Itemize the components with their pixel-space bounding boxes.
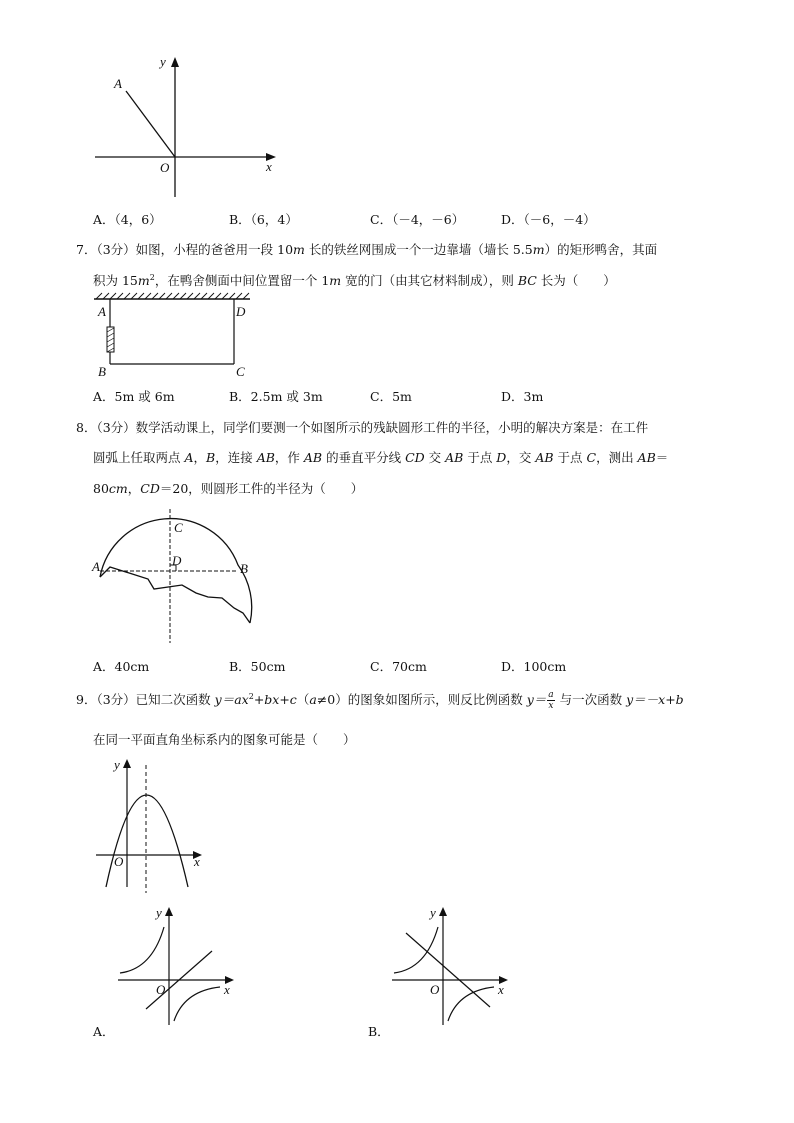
q8-line-3: 80cm，CD＝20，则圆形工件的半径为（ ） bbox=[93, 481, 364, 496]
question-score: （3分） bbox=[96, 692, 136, 707]
question-number: 7． bbox=[76, 242, 97, 257]
label-d: D bbox=[236, 304, 246, 319]
y-axis-arrow bbox=[165, 907, 173, 916]
q8-line-1: 8．（3分）数学活动课上，同学们要测一个如图所示的残缺圆形工件的半径，小明的解决方案是：在工件 bbox=[76, 420, 649, 435]
y-axis-arrow bbox=[123, 759, 131, 768]
workpiece-broken-edge bbox=[100, 567, 250, 623]
label-y: y bbox=[114, 757, 120, 772]
q7-option-a: A．5m 或 6m bbox=[93, 389, 175, 404]
q6-option-a: A．（4，6） bbox=[93, 212, 162, 227]
q7-option-d: D．3m bbox=[501, 389, 544, 404]
q9-line-2: 在同一平面直角坐标系内的图象可能是（ ） bbox=[93, 732, 356, 747]
label-x: x bbox=[266, 159, 272, 174]
question-number: 9． bbox=[76, 692, 97, 707]
q8-option-a: A．40cm bbox=[93, 659, 150, 674]
y-axis-arrow bbox=[171, 57, 179, 67]
q6-figure bbox=[90, 55, 290, 205]
label-x: x bbox=[194, 854, 200, 869]
q9-option-a: A． bbox=[93, 1024, 115, 1039]
label-o: O bbox=[160, 160, 170, 175]
q6-option-b: B．（6，4） bbox=[229, 212, 298, 227]
hyperbola-branch-1 bbox=[394, 927, 438, 973]
label-x: x bbox=[224, 982, 230, 997]
hyperbola-branch-1 bbox=[120, 927, 164, 973]
q8-option-d: D．100cm bbox=[501, 659, 567, 674]
label-o: O bbox=[430, 982, 440, 997]
question-score: （3分） bbox=[96, 242, 136, 257]
q9-line-1: 9．（3分）已知二次函数 $y=ax^2+bx+c(a\ne 0)$的图象如图所示，则反比例函数 y＝ $\frac{a}{x}$ 与一次函数 y＝－x+b bbox=[76, 690, 684, 711]
q9-option-b-figure bbox=[386, 903, 516, 1028]
label-o: O bbox=[114, 854, 124, 869]
label-a: A bbox=[98, 304, 106, 319]
label-y: y bbox=[160, 54, 166, 69]
label-y: y bbox=[430, 905, 436, 920]
label-c: C bbox=[236, 364, 245, 379]
ray-oa bbox=[126, 91, 175, 157]
line-graph bbox=[406, 933, 490, 1007]
question-score: （3分） bbox=[96, 420, 136, 435]
label-c: C bbox=[174, 520, 183, 535]
label-b: B bbox=[98, 364, 106, 379]
label-x: x bbox=[498, 982, 504, 997]
label-d: D bbox=[172, 553, 182, 568]
label-a: A bbox=[114, 76, 122, 91]
q8-line-2: 圆弧上任取两点 A，B，连接 AB，作 AB 的垂直平分线 CD 交 AB 于点 D，交 AB 于点 C，测出 AB＝ bbox=[93, 450, 669, 465]
q7-figure bbox=[92, 292, 257, 382]
q6-option-d: D．（－6，－4） bbox=[501, 212, 596, 227]
hyperbola-branch-2 bbox=[174, 987, 220, 1021]
q9-parabola-figure bbox=[92, 755, 217, 895]
label-b: B bbox=[240, 561, 248, 576]
q8-option-b: B．50cm bbox=[229, 659, 286, 674]
parabola bbox=[106, 795, 188, 887]
label-a: A bbox=[92, 559, 100, 574]
q8-option-c: C．70cm bbox=[370, 659, 427, 674]
q7-line-1: 7．（3分）如图，小程的爸爸用一段 10m 长的铁丝网围成一个一边靠墙（墙长 5.5m）的矩形鸭舍，其面 bbox=[76, 242, 658, 257]
q6-option-c: C．（－4，－6） bbox=[370, 212, 465, 227]
q7-option-c: C．5m bbox=[370, 389, 412, 404]
question-number: 8． bbox=[76, 420, 97, 435]
wall-hatching bbox=[96, 293, 249, 299]
label-y: y bbox=[156, 905, 162, 920]
fraction-a-over-x: $\frac{a}{x}$ bbox=[548, 690, 554, 711]
q7-option-b: B．2.5m 或 3m bbox=[229, 389, 323, 404]
y-axis-arrow bbox=[439, 907, 447, 916]
label-o: O bbox=[156, 982, 166, 997]
q9-option-a-figure bbox=[112, 903, 242, 1028]
q9-option-b: B． bbox=[368, 1024, 390, 1039]
q7-line-2: 积为 $15m^2$，在鸭舍侧面中间位置留一个 1m 宽的门（由其它材料制成），则 BC 长为（ ） bbox=[93, 272, 616, 288]
q8-figure bbox=[88, 505, 268, 650]
